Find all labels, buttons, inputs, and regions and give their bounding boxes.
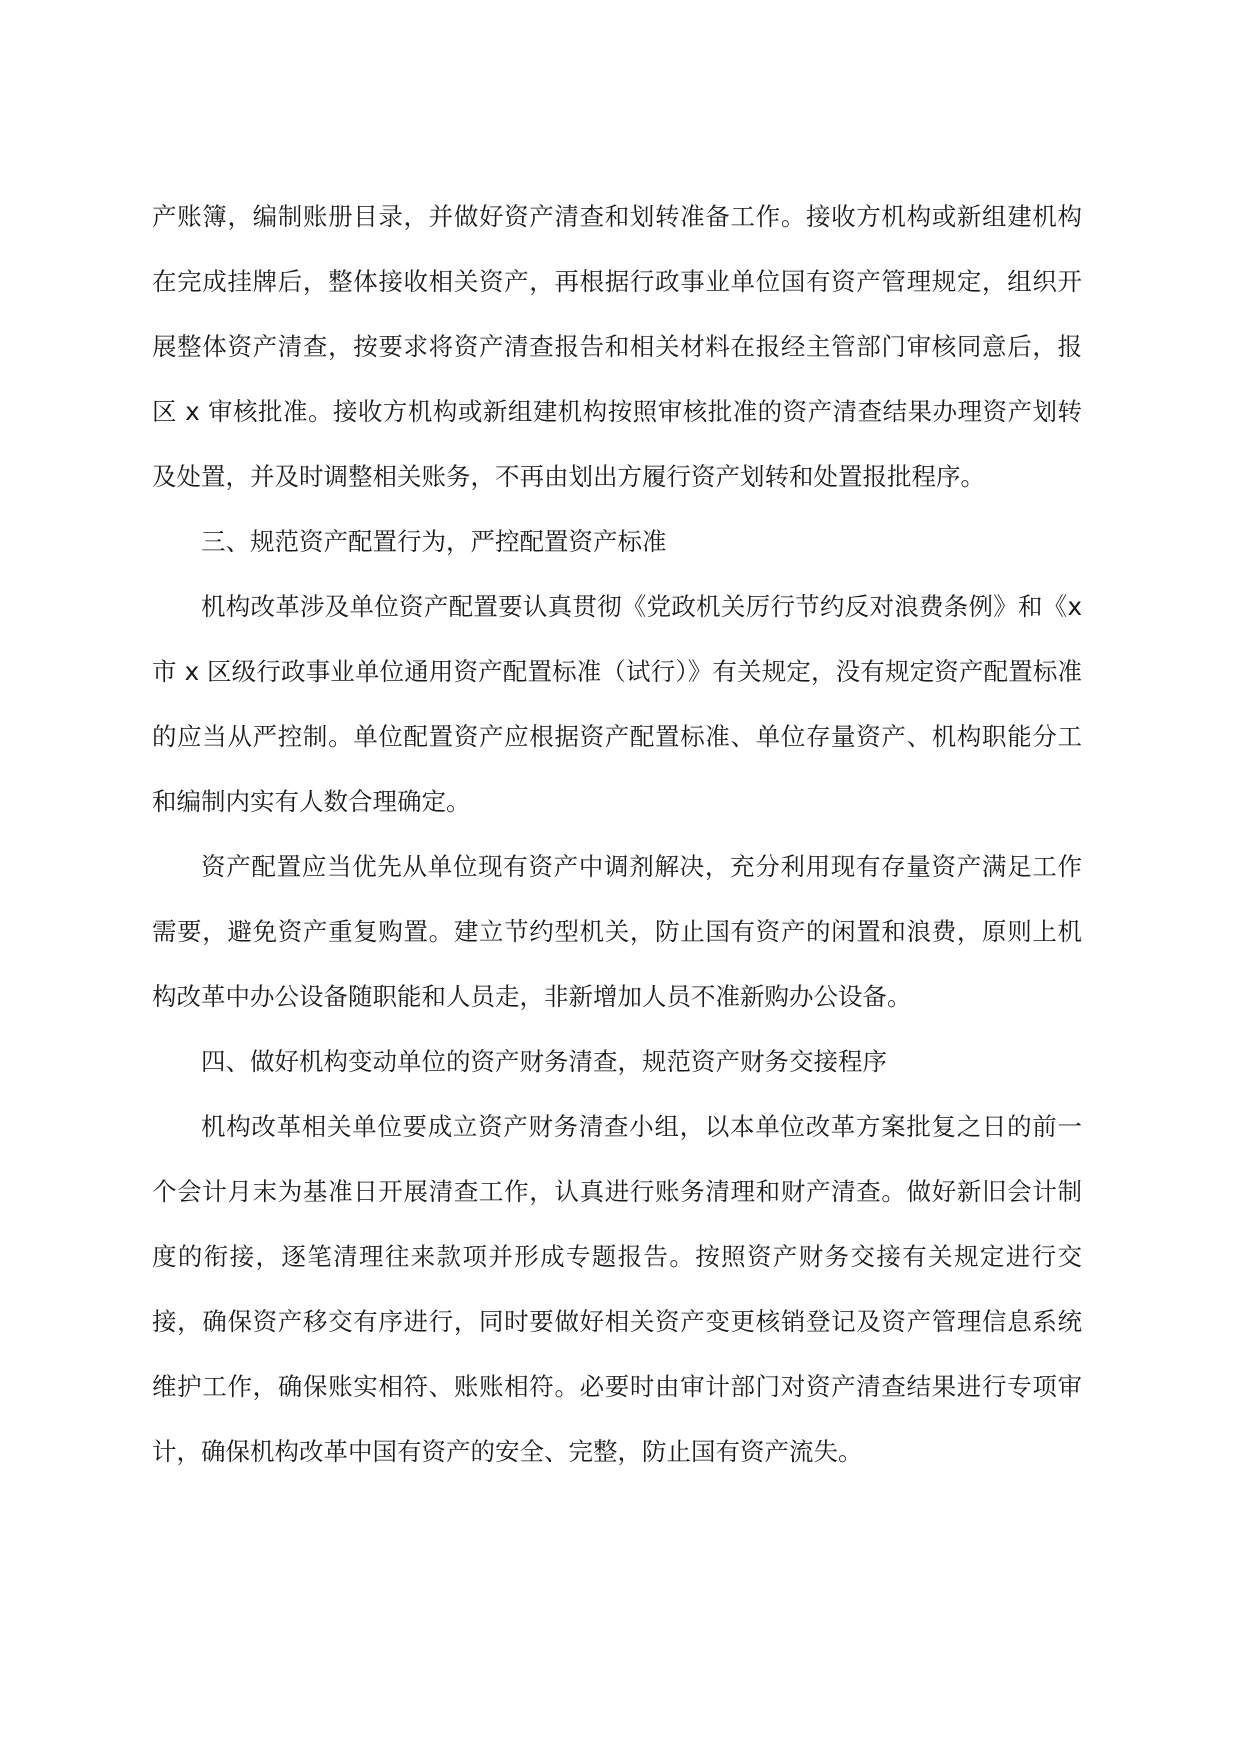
document-body [152, 184, 1082, 1484]
section-heading-3: 三、规范资产配置行为，严控配置资产标准 [201, 527, 667, 556]
section-heading-4: 四、做好机构变动单位的资产财务清查，规范资产财务交接程序 [201, 1047, 887, 1076]
paragraph-asset-audit: 机构改革相关单位要成立资产财务清查小组，以本单位改革方案批复之日的前一个会计月末为基准日开展清查工作，认真进行账务清理和财产清查。做好新旧会计制度的衔接，逐笔清理往来款项并形成专题报告。按照资产财务交接有关规定进行交接，确保资产移交有序进行，同时要做好相关资产变更核销登记及资产管理信息系统维护工作，确保账实相符、账账相符。必要时由审计部门对资产清查结果进行专项审计，确保机构改革中国有资产的安全、完整，防止国有资产流失。 [152, 1112, 1082, 1466]
paragraph-asset-standards: 机构改革涉及单位资产配置要认真贯彻《党政机关厉行节约反对浪费条例》和《x 市 x 区级行政事业单位通用资产配置标准（试行）》有关规定，没有规定资产配置标准的应当从严控制。单位配置资产应根据资产配置标准、单位存量资产、机构职能分工和编制内实有人数合理确定。 [152, 592, 1082, 816]
paragraph-continuation: 产账簿，编制账册目录，并做好资产清查和划转准备工作。接收方机构或新组建机构在完成挂牌后，整体接收相关资产，再根据行政事业单位国有资产管理规定，组织开展整体资产清查，按要求将资产清查报告和相关材料在报经主管部门审核同意后，报区 x 审核批准。接收方机构或新组建机构按照审核批准的资产清查结果办理资产划转及处置，并及时调整相关账务，不再由划出方履行资产划转和处置报批程序。 [152, 202, 1082, 491]
paragraph-asset-reuse: 资产配置应当优先从单位现有资产中调剂解决，充分利用现有存量资产满足工作需要，避免资产重复购置。建立节约型机关，防止国有资产的闲置和浪费，原则上机构改革中办公设备随职能和人员走，非新增加人员不准新购办公设备。 [152, 852, 1082, 1011]
